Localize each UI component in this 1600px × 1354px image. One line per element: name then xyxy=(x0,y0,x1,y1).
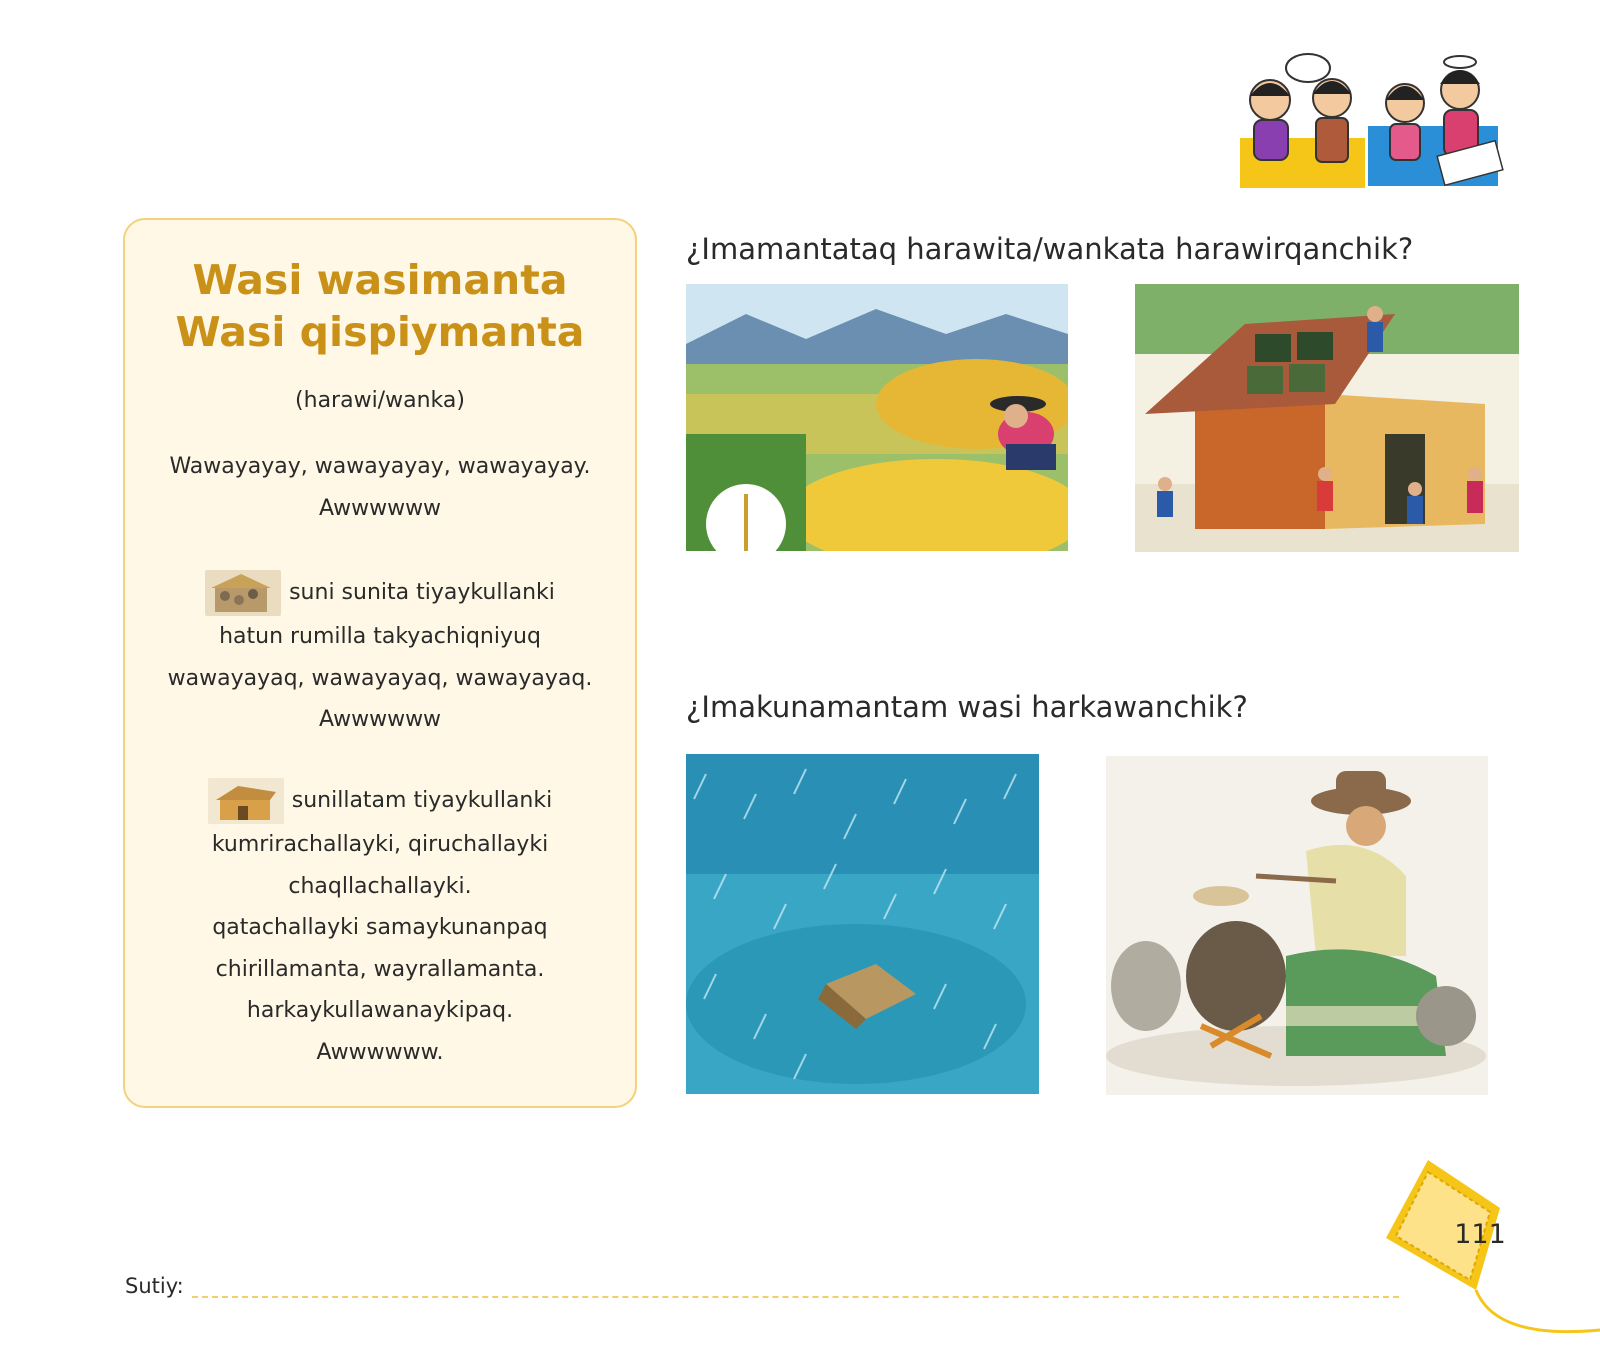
poem-subtitle: (harawi/wanka) xyxy=(295,388,465,413)
poem-line: kumrirachallayki, qiruchallayki xyxy=(211,832,549,857)
poem-line-text: sunillatam tiyaykullanki xyxy=(291,788,553,813)
woman-cooking-illustration xyxy=(1106,756,1488,1095)
poem-line: Awwwwww xyxy=(318,495,442,521)
poem-line: Awwwwww. xyxy=(316,1039,444,1065)
poem-line: qatachallayki samaykunanpaq xyxy=(212,915,548,940)
poem-line: harkaykullawanaykipaq. xyxy=(246,998,514,1023)
poem-line xyxy=(125,570,635,616)
harvest-field-illustration xyxy=(686,284,1068,551)
poem-stanza-1 xyxy=(125,446,635,529)
question-2: ¿Imakunamantam wasi harkawanchik? xyxy=(686,690,1248,724)
poem-line: wawayayaq, wawayayaq, wawayayaq. xyxy=(167,665,593,691)
rain-storm-illustration xyxy=(686,754,1039,1094)
poem-line: hatun rumilla takyachiqniyuq xyxy=(219,624,541,649)
kite-page-badge-icon xyxy=(1376,1160,1600,1354)
poem-line-text: suni sunita tiyaykullanki xyxy=(289,580,555,605)
children-illustration xyxy=(1240,48,1525,198)
adobe-house-thumbnail xyxy=(208,778,284,824)
question-1: ¿Imamantataq harawita/wankata harawirqanchik? xyxy=(686,232,1414,266)
name-label: Sutiy: xyxy=(125,1274,184,1298)
poem-line: chaqllachallayki. xyxy=(288,873,472,899)
poem-line: Awwwwww xyxy=(318,707,442,732)
poem-card xyxy=(123,218,637,1108)
poem-title-line2: Wasi qispiymanta xyxy=(175,308,585,356)
poem-line xyxy=(125,778,635,824)
poem-line: Wawayayay, wawayayay, wawayayay. xyxy=(169,454,591,479)
name-write-line[interactable] xyxy=(192,1296,1399,1298)
stone-house-thumbnail xyxy=(205,570,281,616)
poem-stanza-3 xyxy=(125,778,635,1073)
poem-title-line1: Wasi wasimanta xyxy=(192,256,568,304)
house-construction-illustration xyxy=(1135,284,1519,552)
poem-line: chirillamanta, wayrallamanta. xyxy=(215,956,545,982)
page-number: 111 xyxy=(1454,1219,1506,1250)
poem-stanza-2 xyxy=(125,570,635,741)
